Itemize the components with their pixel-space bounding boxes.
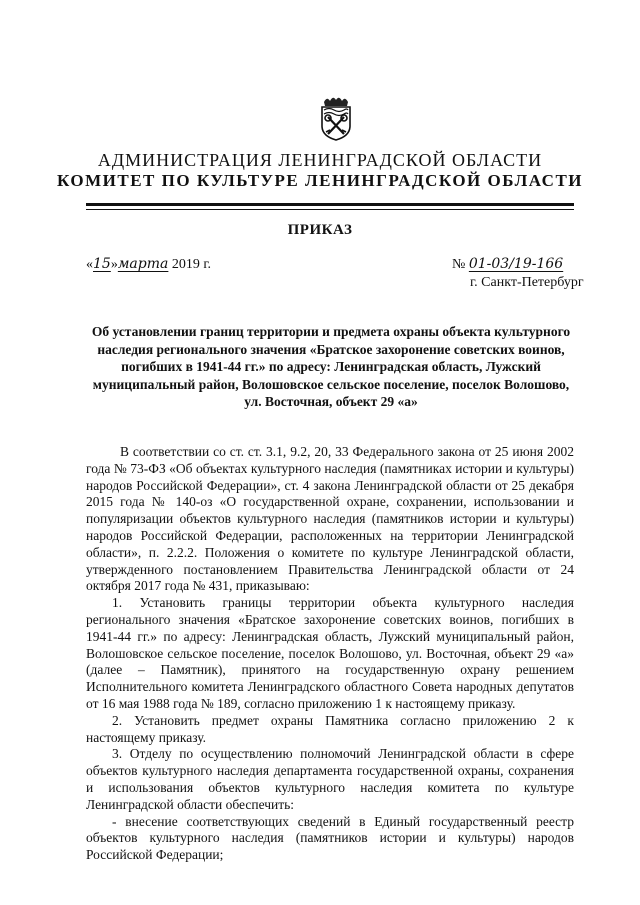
body-item-3-sub-1: - внесение соответствующих сведений в Единый государственный реестр объектов культурного наследия (памятников истории и культуры) народов Российской Федерации; (86, 813, 574, 863)
coat-of-arms-icon (318, 92, 354, 142)
order-number (452, 256, 563, 273)
header-divider-thick (86, 203, 574, 206)
date-quote-close: » (110, 257, 118, 272)
number-value: 01-03/19-166 (468, 256, 564, 272)
order-body (86, 444, 574, 864)
order-title: ПРИКАЗ (287, 222, 353, 238)
date-year: 2019 г. (171, 257, 212, 272)
body-item-1: 1. Установить границы территории объекта культурного наследия регионального значения «Братское захоронение советских воинов, погибших в 1941-44 гг.» по адресу: Ленинградская область, Лужский муниципальный район, Волошовское сельское поселение, поселок Волошово, ул. Восточная, объект 29 «а» (далее – Памятник), принятого на государственную охрану решением Исполнительного комитета Ленинградского областного Совета народных депутатов от 16 мая 1988 года № 189, согласно приложению 1 к настоящему приказу. (86, 595, 574, 711)
committee-name: КОМИТЕТ ПО КУЛЬТУРЕ ЛЕНИНГРАДСКОЙ ОБЛАСТИ (56, 171, 584, 190)
body-intro: В соответствии со ст. ст. 3.1, 9.2, 20, 33 Федерального закона от 25 июня 2002 года № 73-ФЗ «Об объектах культурного наследия (памятниках истории и культуры) народов Российской Федерации», ст. 4 закона Ленинградской области от 25 декабря 2015 года № 140-оз «О государственной охране, сохранении, использовании и популяризации объектов культурного наследия (памятников истории и культуры) народов Российской Федерации, расположенных на территории Ленинградской области», п. 2.2.2. Положения о комитете по культуре Ленинградской области, утвержденного постановлением Правительства Ленинградской области от 24 октября 2017 года № 431, приказываю: (86, 444, 574, 594)
body-item-3: 3. Отделу по осуществлению полномочий Ленинградской области в сфере объектов культурного наследия департамента государственной охраны, сохранения и использования объектов культурного наследия комитета по культуре Ленинградской области обеспечить: (86, 746, 574, 812)
order-date (86, 256, 211, 273)
header-divider-thin (86, 209, 574, 210)
date-quote-open: « (86, 257, 93, 272)
order-subject: Об установлении границ территории и предмета охраны объекта культурного наследия регионального значения «Братское захоронение советских воинов, погибших в 1941-44 гг.» по адресу: Ленинградская область, Лужский муниципальный район, Волошовское сельское поселение, поселок Волошово, ул. Восточная, объект 29 «а» (91, 324, 571, 409)
number-prefix: № (452, 257, 466, 272)
organization-name: АДМИНИСТРАЦИЯ ЛЕНИНГРАДСКОЙ ОБЛАСТИ (97, 150, 543, 170)
date-month: марта (117, 256, 169, 272)
body-item-2: 2. Установить предмет охраны Памятника согласно приложению 2 к настоящему приказу. (86, 712, 574, 745)
date-day: 15 (93, 256, 111, 272)
order-city: г. Санкт-Петербург (470, 275, 584, 290)
